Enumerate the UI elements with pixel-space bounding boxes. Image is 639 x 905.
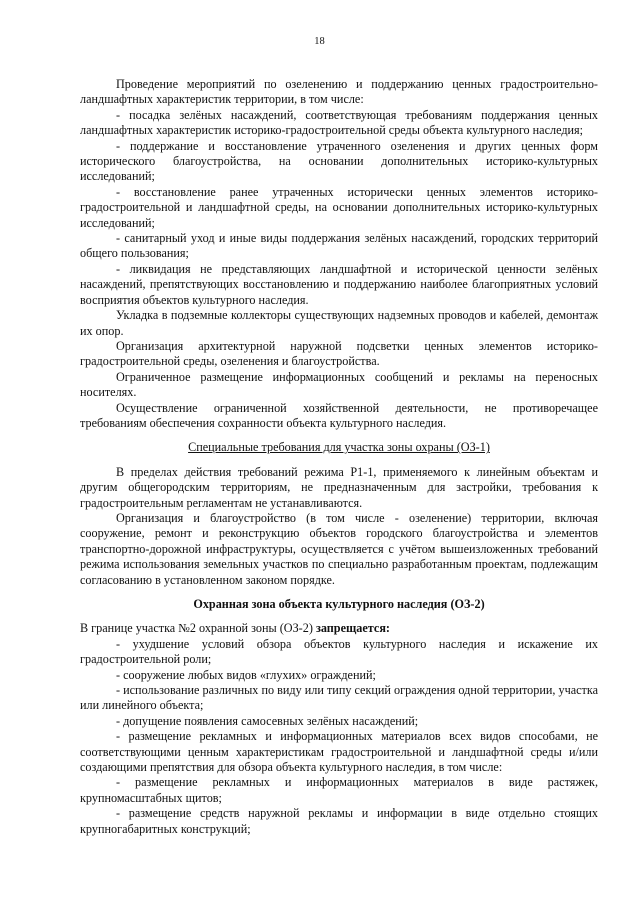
page-number: 18 xyxy=(314,36,325,47)
section-heading-oz2: Охранная зона объекта культурного наследия (ОЗ-2) xyxy=(193,597,485,611)
prohibited-item: - размещение средств наружной рекламы и информации в виде отдельно стоящих крупногабаритных конструкций; xyxy=(80,806,598,836)
prohibited-item: - допущение появления самосевных зелёных насаждений; xyxy=(116,713,419,728)
paragraph-improvement: Организация и благоустройство (в том числе - озеленение) территории, включая сооружение, ремонт и реконструкцию объектов городского благоустройства и элементов транспортно-дорожной инфраструктуры, осуществляется с учётом вышеизложенных требований режима использования земельных участков по специально разработанным проектам, подлежащим согласованию в установленном законом порядке. xyxy=(80,510,598,587)
spacer xyxy=(80,588,598,597)
paragraph-greening-intro: Проведение мероприятий по озеленению и поддержанию ценных градостроительно-ландшафтных характеристик территории, в том числе: xyxy=(80,77,598,107)
prohibited-item: - размещение рекламных и информационных материалов всех видов способами, не соответствующими ценным характеристикам градостроительной и ландшафтной среды и/или создающими препятствия для обзора объекта культурного наследия, в том числе: xyxy=(80,729,598,775)
list-item-sanitary-care: - санитарный уход и иные виды поддержания зелёных насаждений, городских территорий общего пользования; xyxy=(80,231,598,261)
paragraph-regime-r1-1: В пределах действия требований режима Р1-1, применяемого к линейным объектам и другим общегородским территориям, не предназначенным для застройки, требования к градостроительным регламентам не устанавливаются. xyxy=(80,464,598,510)
section-heading-oz1: Специальные требования для участка зоны охраны (ОЗ-1) xyxy=(188,440,490,455)
lead-text: В границе участка №2 охранной зоны (ОЗ-2) xyxy=(80,621,316,636)
document-body xyxy=(80,77,598,837)
paragraph-lighting: Организация архитектурной наружной подсветки ценных элементов историко-градостроительной среды, озеленения и благоустройства. xyxy=(80,338,598,369)
lead-bold-text: запрещается: xyxy=(315,621,390,636)
prohibited-item: - сооружение любых видов «глухих» ограждений; xyxy=(116,667,376,682)
spacer xyxy=(80,612,598,621)
paragraph-cables: Укладка в подземные коллекторы существующих надземных проводов и кабелей, демонтаж их опор. xyxy=(80,308,598,338)
list-item-liquidation: - ликвидация не представляющих ландшафтной и исторической ценности зелёных насаждений, препятствующих восстановлению и поддержанию наиболее благоприятных условий восприятия объектов культурного наследия. xyxy=(80,261,598,307)
prohibited-item: - использование различных по виду или типу секций ограждения одной территории, участка или линейного объекта; xyxy=(80,683,598,713)
spacer xyxy=(80,456,598,465)
prohibited-item: - размещение рекламных и информационных материалов в виде растяжек, крупномасштабных щитов; xyxy=(80,775,598,805)
prohibited-item: - ухудшение условий обзора объектов культурного наследия и искажение их градостроительной роли; xyxy=(80,636,598,667)
paragraph-advertising: Ограниченное размещение информационных сообщений и рекламы на переносных носителях. xyxy=(80,369,598,400)
spacer xyxy=(80,431,598,440)
paragraph-economic-activity: Осуществление ограниченной хозяйственной деятельности, не противоречащее требованиям обеспечения сохранности объекта культурного наследия. xyxy=(80,400,598,430)
list-item-restoration: - поддержание и восстановление утраченного озеленения и других ценных форм исторического благоустройства, на основании дополнительных историко-культурных исследований; xyxy=(80,138,598,184)
list-item-historic-elements: - восстановление ранее утраченных исторически ценных элементов историко-градостроительной и ландшафтной среды, на основании дополнительных историко-культурных исследований; xyxy=(80,184,598,230)
list-item-planting: - посадка зелёных насаждений, соответствующая требованиям поддержания ценных ландшафтных характеристик историко-градостроительной среды объекта культурного наследия; xyxy=(80,107,598,138)
paragraph-oz2-lead xyxy=(80,621,598,636)
